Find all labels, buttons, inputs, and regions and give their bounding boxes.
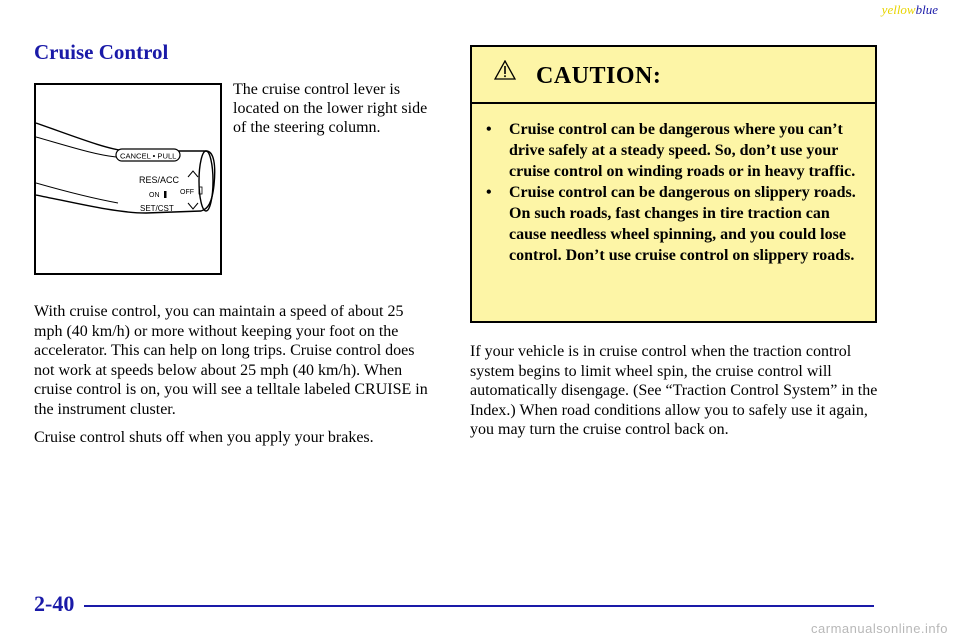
footer-rule: [84, 605, 874, 607]
on-indicator: [164, 191, 167, 198]
watermark: carmanualsonline.info: [811, 621, 948, 636]
caution-item: [486, 182, 856, 266]
color-tag-blue: blue: [915, 2, 938, 17]
caution-item: [486, 119, 856, 182]
caution-item-text: Cruise control can be dangerous on slippery roads. On such roads, fast changes in tire traction can cause needless wheel spinning, and you could lose control. Don’t use cruise control on slippery roads.: [509, 184, 856, 264]
caution-header: [472, 47, 875, 104]
intro-paragraph: With cruise control, you can maintain a speed of about 25 mph (40 km/h) or more without keeping your foot on the accelerator. This can help on long trips. Cruise control does not work at speeds below about 25 mph (40 km/h). When cruise control is on, you will see a telltale labeled CRUISE in the instrument cluster.: [34, 303, 428, 418]
color-tag-yellow: yellow: [881, 2, 916, 17]
bullet-icon: •: [486, 184, 492, 201]
caution-list: [486, 119, 856, 266]
caution-title: CAUTION:: [536, 63, 662, 89]
bullet-icon: •: [486, 121, 492, 138]
cancel-pull-label: CANCEL • PULL: [120, 151, 177, 161]
set-cst-arrow-icon: [188, 203, 198, 209]
caution-item-text: Cruise control can be dangerous where you can’t drive safely at a steady speed. So, don’t use your cruise control on winding roads or in heavy traffic.: [509, 121, 856, 180]
caution-box: [470, 45, 877, 323]
on-label: ON: [149, 192, 160, 199]
res-acc-arrow-icon: [188, 171, 198, 177]
section-title: Cruise Control: [34, 40, 169, 64]
cruise-lever-illustration: [34, 83, 222, 275]
traction-paragraph: If your vehicle is in cruise control when the traction control system begins to limit wheel spin, the cruise control will automatically disengage. (See “Traction Control System” in the Index.) When road conditions allow you to safely use it again, you may turn the cruise control back on.: [470, 343, 878, 438]
page-number: 2-40: [34, 591, 75, 616]
warning-triangle-icon: [494, 60, 516, 80]
lever-caption: The cruise control lever is located on the lower right side of the steering column.: [233, 81, 428, 136]
off-label: OFF: [180, 189, 194, 196]
res-acc-label: RES/ACC: [139, 175, 180, 185]
color-tag: [882, 2, 938, 18]
set-cst-label: SET/CST: [140, 204, 174, 213]
cruise-lever-drawing: [36, 85, 220, 273]
brakes-paragraph: Cruise control shuts off when you apply your brakes.: [34, 429, 374, 446]
